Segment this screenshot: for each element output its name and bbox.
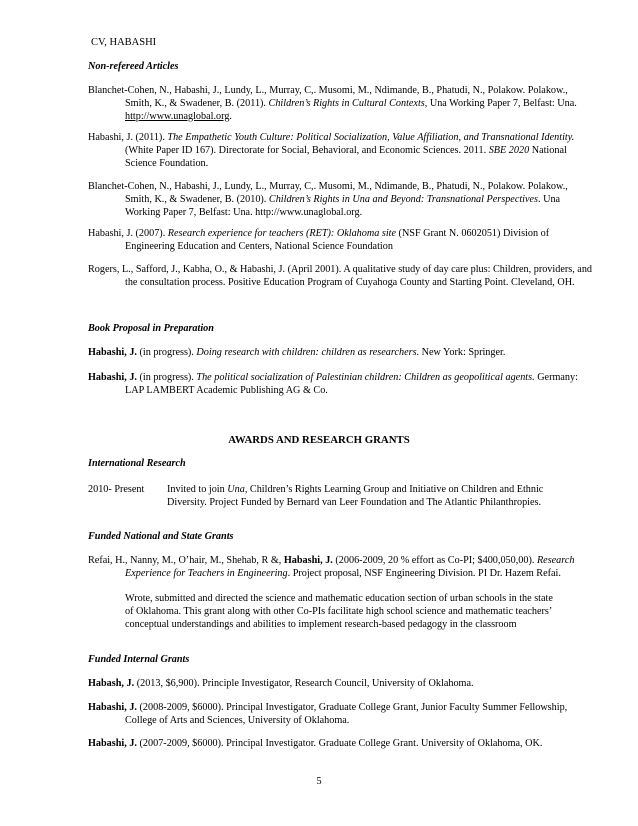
book-title: Doing research with children: children as researchers bbox=[196, 347, 417, 358]
reference-entry: Rogers, L., Safford, J., Kabha, O., & Habashi, J. (April 2001). A qualitative study of day care plus: Children, providers, and the consultation process. Positive Education Program of Cuyahoga County and Starting Point. Cleveland, OH. bbox=[88, 264, 593, 288]
ref-sbe: SBE 2020 bbox=[488, 144, 530, 156]
book-entry: Habashi, J. (in progress). Doing research with children: children as researchers. New York: Springer. bbox=[88, 347, 506, 358]
ref-details: (White Paper ID 167). Directorate for Social, Behavioral, and Economic Sciences. 2011. bbox=[125, 144, 489, 156]
page-number: 5 bbox=[316, 776, 322, 787]
ref-title: The Empathetic Youth Culture: Political Socialization, Value Affiliation, and Transnational Identity. bbox=[167, 132, 575, 143]
grant-entry: Habash, J. (2013, $6,900). Principle Investigator, Research Council, University of Oklahoma. bbox=[88, 678, 474, 689]
ref-details: National Science Foundation. bbox=[125, 144, 567, 169]
grant-description: Wrote, submitted and directed the science and mathematic education section of urban schools in the state of Oklahoma. This grant along with other Co-PIs facilitate high school science and mathematic teachers’ conceptual understandings and abilities to implement research-based pedagogy in the classroom bbox=[125, 593, 553, 630]
reference-entry: Blanchet-Cohen, N., Habashi, J., Lundy, L., Murray, C,. Musomi, M., Ndimande, B., Phatudi, N., Polakow. Polakow., Smith, K., & Swadener, B. (2011). Children’s Rights in Cultural Contexts, Una Working Paper 7, Belfast: Una. http://www.unaglobal.org. bbox=[88, 85, 577, 122]
section-heading-non-refereed: Non-refereed Articles bbox=[88, 61, 179, 72]
grant-entry: Habashi, J. (2008-2009, $6000). Principal Investigator, Graduate College Grant, Junior Faculty Summer Fellowship, College of Arts and Sciences, University of Oklahoma. bbox=[88, 702, 568, 726]
ref-title: Children’s Rights in Una and Beyond: Transnational Perspectives bbox=[268, 193, 539, 205]
ref-authors: Blanchet-Cohen, N., Habashi, J., Lundy, L., Murray, C,. Musomi, M., Ndimande, B., Phatudi, N., Polakow. Polakow., Smith, K., & Swadener, B. (2010). bbox=[88, 181, 568, 205]
awards-heading: AWARDS AND RESEARCH GRANTS bbox=[228, 434, 410, 446]
ref-details: Una Working Paper 7, Belfast: Una. bbox=[427, 97, 577, 109]
book-author: Habashi, J. bbox=[88, 372, 137, 383]
ref-title: Research experience for teachers (RET): Oklahoma site bbox=[167, 228, 396, 239]
grant-date: 2010- Present bbox=[88, 484, 145, 495]
grant-text: Invited to join Una, Children’s Rights Learning Group and Initiative on Children and Ethnic Diversity. Project Funded by Bernard van Leer Foundation and The Atlantic Philanthropies. bbox=[167, 484, 544, 508]
section-heading-international: International Research bbox=[88, 458, 186, 469]
unaglobal-link[interactable]: http://www.unaglobal.org bbox=[125, 110, 230, 122]
ref-authors: Habashi, J. (2007). bbox=[88, 228, 168, 239]
section-heading-book-proposal: Book Proposal in Preparation bbox=[88, 323, 214, 334]
grant-entry: Habashi, J. (2007-2009, $6000). Principal Investigator. Graduate College Grant. University of Oklahoma, OK. bbox=[88, 738, 543, 749]
section-heading-funded-internal: Funded Internal Grants bbox=[88, 654, 190, 665]
ref-authors: Habashi, J. (2011). bbox=[88, 132, 168, 143]
ref-title: Children’s Rights in Cultural Contexts, bbox=[268, 97, 428, 109]
book-author: Habashi, J. bbox=[88, 347, 137, 358]
ref-details: (NSF Grant N. 0602051) Division of Engineering Education and Centers, National Science Foundation bbox=[125, 228, 550, 252]
ref-authors: Blanchet-Cohen, N., Habashi, J., Lundy, L., Murray, C,. Musomi, M., Ndimande, B., Phatudi, N., Polakow. Polakow., Smith, K., & Swadener, B. (2011). bbox=[88, 85, 568, 109]
reference-entry bbox=[88, 181, 593, 219]
book-entry: Habashi, J. (in progress). The political socialization of Palestinian children: Children as geopolitical agents. Germany: LAP LAMBERT Academic Publishing AG & Co. bbox=[88, 372, 578, 396]
reference-entry bbox=[88, 132, 593, 170]
grant-title: Research Experience for Teachers in Engineering bbox=[125, 555, 575, 579]
grant-entry: Refai, H., Nanny, M., O’hair, M., Shehab, R &, Habashi, J. (2006-2009, 20 % effort as Co-PI; $400,050,00). Research Experience for Teachers in Engineering. Project proposal, NSF Engineering Division. PI Dr. Hazem Refai. bbox=[88, 555, 575, 579]
book-title: The political socialization of Palestinian children: Children as geopolitical agents. bbox=[196, 372, 535, 383]
ref-details: . Una Working Paper 7, Belfast: Una. http://www.unaglobal.org. bbox=[125, 193, 561, 218]
reference-entry bbox=[88, 228, 593, 254]
section-heading-funded-national: Funded National and State Grants bbox=[88, 531, 234, 542]
page-header: CV, HABASHI bbox=[91, 37, 157, 48]
